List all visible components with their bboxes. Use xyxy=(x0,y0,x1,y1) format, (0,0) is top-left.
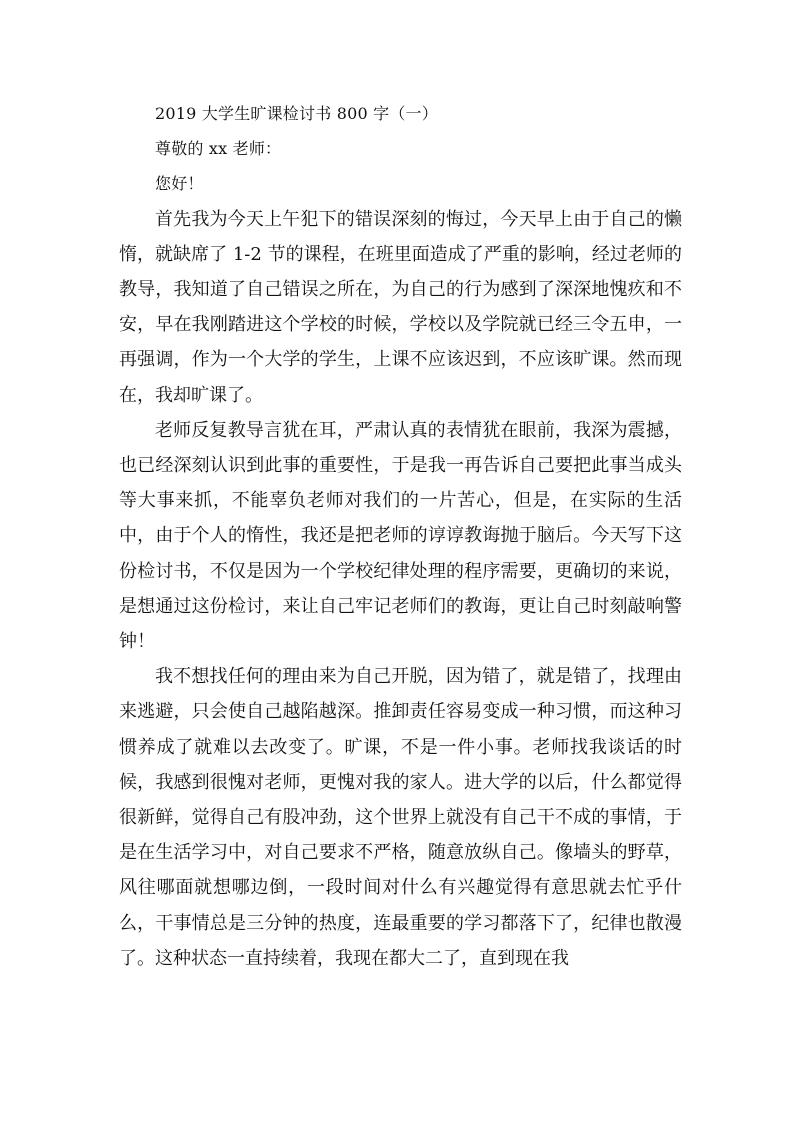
greeting: 您好！ xyxy=(155,174,204,194)
paragraph: 首先我为今天上午犯下的错误深刻的悔过，今天早上由于自己的懒惰，就缺席了 1-2 节的课程，在班里面造成了严重的影响，经过老师的教导，我知道了自己错误之所在，为自己的行为感到了深深地愧疚和不安，早在我刚踏进这个学校的时候，学校以及学院就已经三令五申，一再强调，作为一个大学的学生，上课不应该迟到，不应该旷课。然而现在，我却旷课了。 xyxy=(119,208,682,406)
salutation: 尊敬的 xx 老师： xyxy=(155,139,282,159)
paragraph: 我不想找任何的理由来为自己开脱，因为错了，就是错了，找理由来逃避，只会使自己越陷越深。推卸责任容易变成一种习惯，而这种习惯养成了就难以去改变了。旷课，不是一件小事。老师找我谈话的时候，我感到很愧对老师，更愧对我的家人。进大学的以后，什么都觉得很新鲜，觉得自己有股冲劲，这个世界上就没有自己干不成的事情，于是在生活学习中，对自己要求不严格，随意放纵自己。像墙头的野草，风往哪面就想哪边倒，一段时间对什么有兴趣觉得有意思就去忙乎什么，干事情总是三分钟的热度，连最重要的学习都落下了，纪律也散漫了。这种状态一直持续着，我现在都大二了，直到现在我 xyxy=(119,666,682,969)
document-body xyxy=(119,96,682,976)
document-title: 2019 大学生旷课检讨书 800 字（一） xyxy=(155,104,438,123)
paragraph: 老师反复教导言犹在耳，严肃认真的表情犹在眼前，我深为震撼，也已经深刻认识到此事的重要性，于是我一再告诉自己要把此事当成头等大事来抓，不能辜负老师对我们的一片苦心，但是，在实际的生活中，由于个人的惰性，我还是把老师的谆谆教诲抛于脑后。今天写下这份检讨书，不仅是因为一个学校纪律处理的程序需要，更确切的来说，是想通过这份检讨，来让自己牢记老师们的教诲，更让自己时刻敲响警钟！ xyxy=(119,419,682,653)
